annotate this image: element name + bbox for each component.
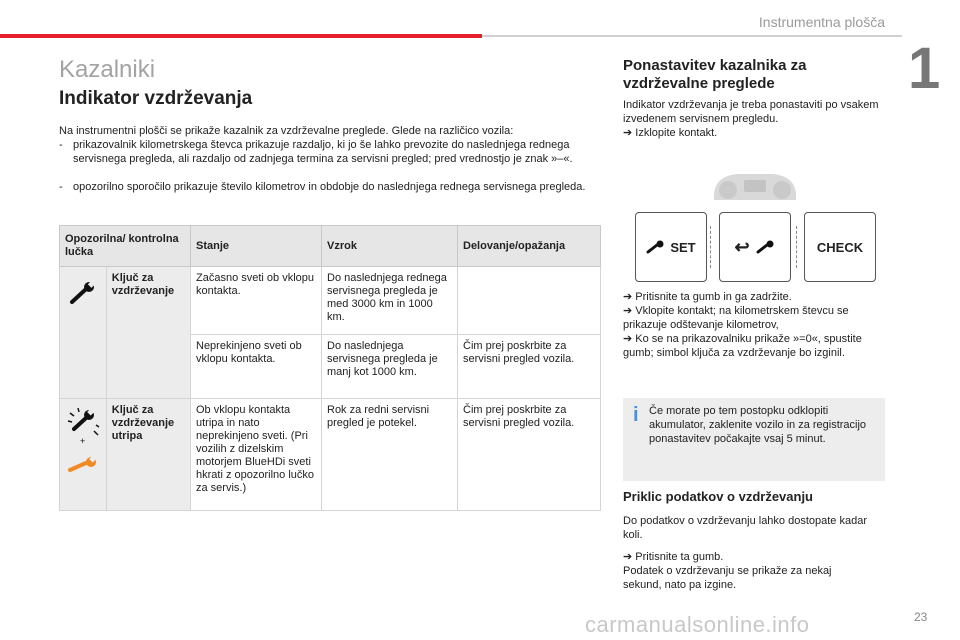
info-note: Če morate po tem postopku odklopiti akumulator, zaklenite vozilo in za registracijo ponastavitev počakajte vsaj 5 minut.: [649, 405, 867, 445]
table-cell-state: Začasno sveti ob vklopu kontakta.: [191, 267, 322, 335]
arrow-icon: ➔: [623, 551, 636, 563]
table-cell-action: [458, 267, 601, 335]
reset-title: Ponastavitev kazalnika za vzdrževalne preglede: [623, 57, 807, 92]
wrench-icon: [646, 240, 666, 254]
header-grey-bar: [482, 35, 902, 37]
watermark: carmanualsonline.info: [585, 612, 810, 637]
table-header: Delovanje/opažanja: [458, 226, 601, 267]
table-header: Vzrok: [322, 226, 458, 267]
instrument-panel-icon: [710, 170, 800, 206]
wrench-flashing-icon: [66, 407, 100, 447]
back-arrow-icon: ↩: [734, 236, 750, 257]
lead-paragraph: Na instrumentni plošči se prikaže kazalnik za vzdrževalne preglede. Glede na različico vozila:: [59, 125, 514, 137]
table-header-row: [60, 226, 601, 267]
reset-step: ➔ Izklopite kontakt.: [623, 127, 718, 139]
table-cell-action: Čim prej poskrbite za servisni pregled vozila.: [458, 335, 601, 399]
page-number: 23: [914, 610, 928, 624]
recall-intro: Do podatkov o vzdrževanju lahko dostopate kadar koli.: [623, 515, 867, 541]
divider: [710, 226, 712, 268]
step-item: ➔ Pritisnite ta gumb in ga zadržite.: [623, 291, 792, 303]
recall-step: ➔ Pritisnite ta gumb.: [623, 551, 724, 563]
table-cell-action: Čim prej poskrbite za servisni pregled vozila.: [458, 399, 601, 511]
bullet-item: - opozorilno sporočilo prikazuje število kilometrov in obdobje do naslednjega rednega servisnega pregleda.: [59, 181, 586, 193]
orange-wrench-icon: [66, 455, 100, 475]
section-title: Kazalniki: [59, 56, 156, 83]
arrow-icon: ➔: [623, 305, 636, 317]
table-cell-cause: Do naslednjega servisnega pregleda je manj kot 1000 km.: [322, 335, 458, 399]
table-cell-state: Ob vklopu kontakta utripa in nato neprekinjeno sveti. (Pri vozilih z dizelskim motorjem BlueHDi sveti hkrati z opozorilno lučko za servis.): [191, 399, 322, 511]
reset-intro: Indikator vzdrževanja je treba ponastaviti po vsakem izvedenem servisnem pregledu.: [623, 99, 879, 125]
wrench-icon: [756, 240, 776, 254]
arrow-icon: ➔: [623, 333, 636, 345]
arrow-icon: ➔: [623, 291, 636, 303]
table-header: Opozorilna/ kontrolna lučka: [60, 226, 191, 267]
table-header: Stanje: [191, 226, 322, 267]
arrow-icon: ➔: [623, 127, 636, 139]
wrench-flashing-icon-cell: [60, 399, 107, 511]
info-box: [623, 398, 885, 481]
chapter-title: Instrumentna plošča: [758, 14, 885, 30]
recall-title: Priklic podatkov o vzdrževanju: [623, 489, 813, 504]
step-item: ➔ Ko se na prikazovalniku prikaže »=0«, spustite gumb; simbol ključa za vzdrževanje bo izginil.: [623, 333, 862, 359]
bullet-item: - prikazovalnik kilometrskega števca prikazuje razdaljo, ki jo še lahko prevozite do naslednjega rednega servisnega pregleda, ali razdaljo od zadnjega termina za servisni pregled; pred vrednostjo je znak »–«.: [59, 139, 573, 165]
page-title: Indikator vzdrževanja: [59, 88, 253, 109]
table-row: [60, 399, 601, 511]
table-cell-name: Ključ za vzdrževanje utripa: [106, 399, 190, 511]
table-cell-cause: Do naslednjega rednega servisnega pregleda je med 3000 km in 1000 km.: [322, 267, 458, 335]
wrench-icon: [68, 281, 98, 305]
step-item: ➔ Vklopite kontakt; na kilometrskem števcu se prikazuje odštevanje kilometrov,: [623, 305, 849, 331]
reset-wrench-button[interactable]: [719, 212, 791, 282]
header-red-bar: [0, 34, 482, 38]
table-row: [60, 267, 601, 335]
divider: [796, 226, 798, 268]
wrench-icon-cell: [60, 267, 107, 399]
table-cell-name: Ključ za vzdrževanje: [106, 267, 190, 399]
maintenance-table: [59, 225, 601, 511]
info-icon: i: [633, 404, 639, 426]
table-cell-state: Neprekinjeno sveti ob vklopu kontakta.: [191, 335, 322, 399]
svg-text:+: +: [79, 436, 86, 446]
recall-after: Podatek o vzdrževanju se prikaže za nekaj sekund, nato pa izgine.: [623, 565, 832, 591]
table-cell-cause: Rok za redni servisni pregled je potekel.: [322, 399, 458, 511]
set-button[interactable]: SET: [635, 212, 707, 282]
check-button[interactable]: CHECK: [804, 212, 876, 282]
chapter-number: 1: [908, 36, 941, 101]
